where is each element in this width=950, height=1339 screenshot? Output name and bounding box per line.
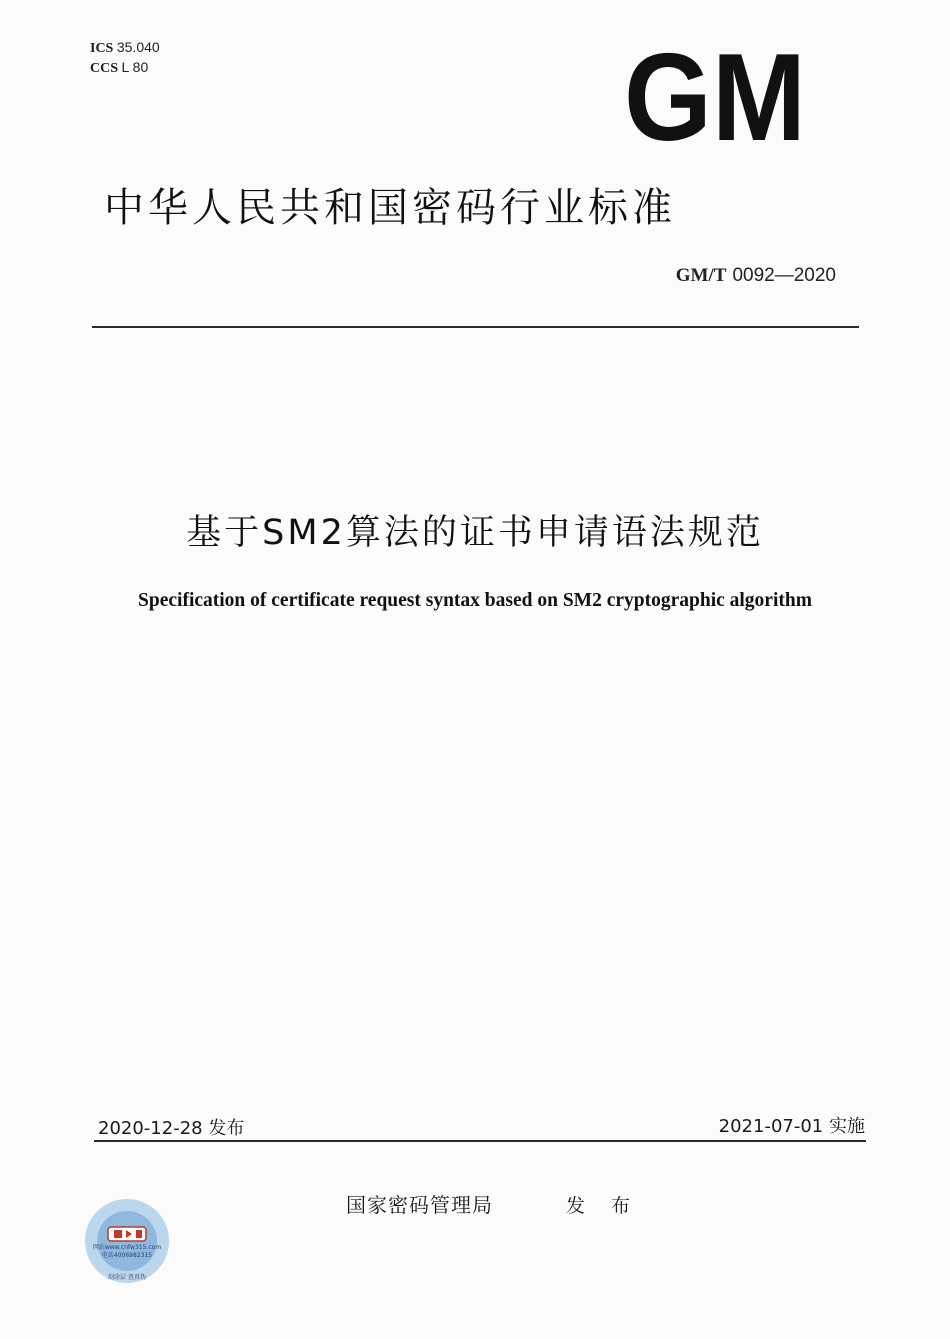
classification-codes xyxy=(90,38,160,78)
standard-category: 中华人民共和国密码行业标准 xyxy=(104,185,676,231)
header-divider xyxy=(92,326,859,328)
seal-logo xyxy=(108,1227,146,1241)
gm-logo xyxy=(622,46,808,144)
footer-divider xyxy=(94,1140,866,1142)
release-date: 2020-12-28 发布 xyxy=(98,1118,245,1139)
document-title-chinese: 基于SM2算法的证书申请语法规范 xyxy=(186,513,764,553)
ccs-code: CCS L 80 xyxy=(90,59,149,76)
gm-logo-text: GM xyxy=(624,46,806,144)
ics-code: ICS 35.040 xyxy=(90,39,160,56)
seal-scratch-label: 刮涂层 查真伪 xyxy=(108,1274,146,1281)
implementation-date: 2021-07-01 实施 xyxy=(718,1116,865,1137)
seal-phone: 电话4006982315 xyxy=(101,1252,153,1259)
issuing-authority: 国家密码管理局 xyxy=(346,1193,493,1217)
seal-website: 网站www.cnfw315.com xyxy=(92,1244,162,1251)
anti-counterfeit-seal xyxy=(78,1197,176,1291)
standard-code: GM/T 0092—2020 xyxy=(675,265,836,286)
issue-label: 发 布 xyxy=(566,1195,641,1217)
document-title-english: Specification of certificate request syntax based on SM2 cryptographic algorithm xyxy=(138,590,812,611)
